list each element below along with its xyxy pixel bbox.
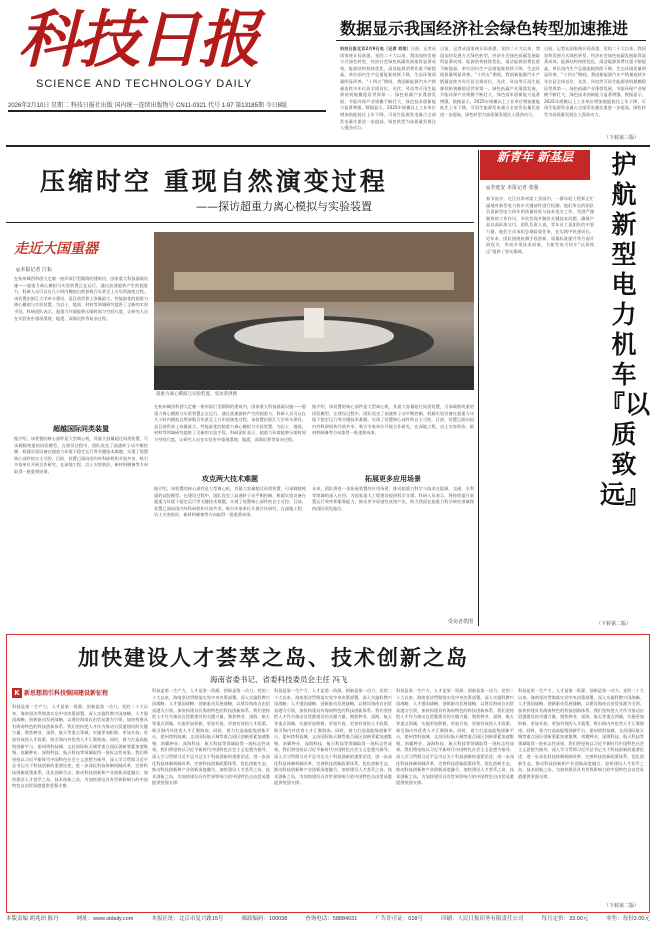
main-sub-1: 超越国际同类装置 [53,425,109,433]
issue-line: 2026年2月10日 星期二 科技日报社出版 国内统一连续出版物号 CN11-0321 代号 1-97 第13185期 今日8版 [8,103,287,109]
new-youth-badge: 新青年 新基层 [480,150,590,180]
main-sub-2: 攻克两大技术难题 [202,475,258,483]
section-divider [6,145,650,147]
device-photo [154,232,474,390]
bottom-col-5: 科技是第一生产力，人才是第一资源，创新是第一动力。党的二十大以来，海南坚决贯彻落实党中央决策部署，深入实施科教兴国战略、人才强国战略、创新驱动发展战略，以建设海南自由贸易港为引领，加快构建具有海南特色的科技创新体系。我们坚持把人才作为推动自贸港建设的关键力量，聚焦种业、深海、航天等重点领域，实施更加积极、更加开放、更加有效的人才政策，吸引海内外优秀人才汇聚海南。同时，着力打造高能级创新平台，崖州湾科技城、文昌国际航天城等重点园区创新要素加速集聚，南繁种业、深海科技、航天科技等领域取得一批标志性成果。我们将坚持以习近平新时代中国特色社会主义思想为指导，深入学习贯彻习近平总书记关于科技创新的重要论述，进一步深化科技体制机制改革，完善科技创新政策体系，优化创新生态，推动科技创新和产业创新深度融合，加快建设人才荟萃之岛、技术创新之岛，为加快建设具有世界影响力的中国特色自由贸易港提供坚强支撑。 [518,688,644,779]
main-col-2b: 据介绍，该装置的核心部件是大型离心机，其最大容量超过同类装置，可承载数吨重的试验模型。在建设过程中，团队攻克了高速转子动平衡控制、机载实验设备在超重力环境下稳定运行等关键技术难题，实现了装置核心部件的自主可控。目前，装置已面向国内外科研机构开放共享，吸引多家单位开展合作研究，在深地工程、岩土灾害防治、新材料制备等方向取得一批重要成果。 [154,486,306,518]
main-col-2a: 在杭州城西科创大走廊一座形似巨型圆筒的建筑内，国家重大科技基础设施——超重力离心模拟与实验装置正在运行。通过高速旋转产生的超重力，科研人员可以在几小时内模拟自然界数百年甚至上万年的演变过程。该装置由浙江大学牵头建设，是目前世界上容量最大、性能最优的超重力离心模拟与实验装置，为岩土、地质、材料等领域研究提供了全新的实验手段。科研团队表示，超重力环境能够压缩时间与空间尺度，让研究人员在实验室中重现滑坡、地震、深海沉积等复杂过程。 [154,404,306,442]
main-head-rule [6,222,474,223]
right-column-body: 春节前夕，在江苏常州某工业园内，一群年轻工程师正忙碌地对新型电力机车关键部件进行检测。他们所在的团队负责新型电力机车的质量检验与技术攻关工作，凭借严谨细致的工作作风，多次发现并解决关键技术问题，确保产品以高标准交付。团队负责人说，青年员工是团队的中坚力量，他们主动承担急难险重任务，在实践中快速成长。近年来，团队围绕检测手段创新、质量标准提升等方面开展攻关，形成多项技术成果，为新型电力机车“以质致远”提供了坚实保障。 [486,196,594,254]
bottom-section-label: K 新思想指引科技强国建设新征程 [12,688,148,700]
footer-web: 网址：www.stdaily.com [76,916,134,922]
right-column-byline: ◎李连安 本报记者 张强 [486,185,539,191]
masthead-title: 科技日报 [18,3,259,76]
footer-printer: 印刷：人民日报印务有限责任公司 [440,916,524,922]
bottom-col-3: 科技是第一生产力，人才是第一资源，创新是第一动力。党的二十大以来，海南坚决贯彻落实党中央决策部署，深入实施科教兴国战略、人才强国战略、创新驱动发展战略，以建设海南自由贸易港为引领，加快构建具有海南特色的科技创新体系。我们坚持把人才作为推动自贸港建设的关键力量，聚焦种业、深海、航天等重点领域，实施更加积极、更加开放、更加有效的人才政策，吸引海内外优秀人才汇聚海南。同时，着力打造高能级创新平台，崖州湾科技城、文昌国际航天城等重点园区创新要素加速集聚，南繁种业、深海科技、航天科技等领域取得一批标志性成果。我们将坚持以习近平新时代中国特色社会主义思想为指导，深入学习贯彻习近平总书记关于科技创新的重要论述，进一步深化科技体制机制改革，完善科技创新政策体系，优化创新生态，推动科技创新和产业创新深度融合，加快建设人才荟萃之岛、技术创新之岛，为加快建设具有世界影响力的中国特色自由贸易港提供坚强支撑。 [274,688,392,786]
bottom-story-subhead: 海南省委书记、省委科技委员会主任 冯飞 [210,675,348,684]
main-col-3a: 据介绍，该装置的核心部件是大型离心机，其最大容量超过同类装置，可承载数吨重的试验模型。在建设过程中，团队攻克了高速转子动平衡控制、机载实验设备在超重力环境下稳定运行等关键技术难题，实现了装置核心部件的自主可控。目前，装置已面向国内外科研机构开放共享，吸引多家单位开展合作研究，在深地工程、岩土灾害防治、新材料制备等方向取得一批重要成果。 [312,404,474,436]
centrifuge-hub [304,308,324,338]
right-column-divider [478,150,479,626]
footer-license: 广告许可证：018号 [375,916,423,922]
bottom-col-2: 科技是第一生产力，人才是第一资源，创新是第一动力。党的二十大以来，海南坚决贯彻落实党中央决策部署，深入实施科教兴国战略、人才强国战略、创新驱动发展战略，以建设海南自由贸易港为引领，加快构建具有海南特色的科技创新体系。我们坚持把人才作为推动自贸港建设的关键力量，聚焦种业、深海、航天等重点领域，实施更加积极、更加开放、更加有效的人才政策，吸引海内外优秀人才汇聚海南。同时，着力打造高能级创新平台，崖州湾科技城、文昌国际航天城等重点园区创新要素加速集聚，南繁种业、深海科技、航天科技等领域取得一批标志性成果。我们将坚持以习近平新时代中国特色社会主义思想为指导，深入学习贯彻习近平总书记关于科技创新的重要论述，进一步深化科技体制机制改革，完善科技创新政策体系，优化创新生态，推动科技创新和产业创新深度融合，加快建设人才荟萃之岛、技术创新之岛，为加快建设具有世界影响力的中国特色自由贸易港提供坚强支撑。 [152,688,270,786]
bottom-story-continued: （下转第二版） [604,903,640,909]
right-column-headline: 护航新型电力机车『以质致远』 [600,150,651,509]
photo-caption: 超重力离心模拟与实验装置。受访者供图 [156,392,237,397]
top-story-col-3: 日前，记者从国家统计局获悉，党的二十大以来，我国加快发展方式绿色转型，经济社会绿色低碳发展取得显著成效。能源结构持续优化，清洁能源消费比重不断提高，单位国内生产总值能耗持续下降，生态环境质量明显改善。“十四五”期间，我国新能源汽车产销量连续多年位居全球首位，光伏、风电等可再生能源装机规模稳居世界第一。绿色低碳产业蓬勃发展，节能环保产业规模不断壮大，绿色技术创新能力显著增强。数据显示，2025年规模以上工业单位增加值能耗比上年下降，可再生能源发电量占全部发电量比重进一步提高，绿色转型为高质量发展注入强劲动力。 [544,46,646,117]
top-story-headline: 数据显示我国经济社会绿色转型加速推进 [340,19,629,38]
main-col-3b: 未来，团队将进一步拓展装置的应用场景，推动超重力科学与技术在能源、交通、水利等领域的深入应用，为国家重大工程建设提供科学支撑。科研人员表示，将持续提升装置运行效率和服务能力，推动更多原创性成果产出，助力我国在超重力科学研究领域保持国际领先地位。 [312,486,474,511]
photo-band [174,272,454,290]
top-story-rule [336,40,646,41]
footer-phone: 查询电话：58884031 [305,916,358,922]
footer-price-month: 每月定价：33.00元 [541,916,589,922]
main-story-byline: ◎本报记者 江耘 [16,267,52,273]
footer-editors: 本版责编 胡兆珀 陈丹 [6,916,59,922]
k-logo-icon: K [12,688,22,698]
footer-post: 邮政编码：100038 [241,916,288,922]
masthead-rule [8,110,326,112]
photo-floor [154,366,474,390]
masthead-english: SCIENCE AND TECHNOLOGY DAILY [36,78,253,90]
footer-address: 本报社址：北京市复兴路15号 [151,916,224,922]
main-col-1b: 据介绍，该装置的核心部件是大型离心机，其最大容量超过同类装置，可承载数吨重的试验模型。在建设过程中，团队攻克了高速转子动平衡控制、机载实验设备在超重力环境下稳定运行等关键技术难题，实现了装置核心部件的自主可控。目前，装置已面向国内外科研机构开放共享，吸引多家单位开展合作研究，在深地工程、岩土灾害防治、新材料制备等方向取得一批重要成果。 [14,436,148,474]
bottom-col-1: 科技是第一生产力，人才是第一资源，创新是第一动力。党的二十大以来，海南坚决贯彻落实党中央决策部署，深入实施科教兴国战略、人才强国战略、创新驱动发展战略，以建设海南自由贸易港为引领，加快构建具有海南特色的科技创新体系。我们坚持把人才作为推动自贸港建设的关键力量，聚焦种业、深海、航天等重点领域，实施更加积极、更加开放、更加有效的人才政策，吸引海内外优秀人才汇聚海南。同时，着力打造高能级创新平台，崖州湾科技城、文昌国际航天城等重点园区创新要素加速集聚，南繁种业、深海科技、航天科技等领域取得一批标志性成果。我们将坚持以习近平新时代中国特色社会主义思想为指导，深入学习贯彻习近平总书记关于科技创新的重要论述，进一步深化科技体制机制改革，完善科技创新政策体系，优化创新生态，推动科技创新和产业创新深度融合，加快建设人才荟萃之岛、技术创新之岛，为加快建设具有世界影响力的中国特色自由贸易港提供坚强支撑。 [12,704,148,789]
top-story-col-1: 科技日报北京2月9日电（记者 刘垠）日前，记者从国家统计局获悉，党的二十大以来，我国加快发展方式绿色转型，经济社会绿色低碳发展取得显著成效。能源结构持续优化，清洁能源消费比重不断提高，单位国内生产总值能耗持续下降，生态环境质量明显改善。“十四五”期间，我国新能源汽车产销量连续多年位居全球首位，光伏、风电等可再生能源装机规模稳居世界第一。绿色低碳产业蓬勃发展，节能环保产业规模不断壮大，绿色技术创新能力显著增强。数据显示，2025年规模以上工业单位增加值能耗比上年下降，可再生能源发电量占全部发电量比重进一步提高，绿色转型为高质量发展注入强劲动力。 [340,46,436,131]
main-story-headline: 压缩时空 重现自然演变过程 [40,167,388,196]
right-column-continued: （下转第二版） [596,621,632,627]
photo-wall [154,232,474,302]
centrifuge-illustration [154,232,474,390]
main-story-source: 受访者供图 [448,619,474,625]
top-story-col-2: 日前，记者从国家统计局获悉，党的二十大以来，我国加快发展方式绿色转型，经济社会绿色低碳发展取得显著成效。能源结构持续优化，清洁能源消费比重不断提高，单位国内生产总值能耗持续下降，生态环境质量明显改善。“十四五”期间，我国新能源汽车产销量连续多年位居全球首位，光伏、风电等可再生能源装机规模稳居世界第一。绿色低碳产业蓬勃发展，节能环保产业规模不断壮大，绿色技术创新能力显著增强。数据显示，2025年规模以上工业单位增加值能耗比上年下降，可再生能源发电量占全部发电量比重进一步提高，绿色转型为高质量发展注入强劲动力。 [440,46,540,117]
top-story-continued: （下转第三版） [604,135,640,141]
footer [6,914,650,922]
section-label-great-tools: 走近大国重器 [14,241,98,257]
bottom-story-headline: 加快建设人才荟萃之岛、技术创新之岛 [78,646,469,670]
main-story-subhead: ——探访超重力离心模拟与实验装置 [196,200,372,213]
main-col-1a: 在杭州城西科创大走廊一座形似巨型圆筒的建筑内，国家重大科技基础设施——超重力离心模拟与实验装置正在运行。通过高速旋转产生的超重力，科研人员可以在几小时内模拟自然界数百年甚至上万年的演变过程。该装置由浙江大学牵头建设，是目前世界上容量最大、性能最优的超重力离心模拟与实验装置，为岩土、地质、材料等领域研究提供了全新的实验手段。科研团队表示，超重力环境能够压缩时间与空间尺度，让研究人员在实验室中重现滑坡、地震、深海沉积等复杂过程。 [14,276,148,321]
main-sub-3: 拓展更多应用场景 [365,475,421,483]
footer-price-copy: 零售：每份2.00元 [606,916,650,922]
bottom-col-4: 科技是第一生产力，人才是第一资源，创新是第一动力。党的二十大以来，海南坚决贯彻落实党中央决策部署，深入实施科教兴国战略、人才强国战略、创新驱动发展战略，以建设海南自由贸易港为引领，加快构建具有海南特色的科技创新体系。我们坚持把人才作为推动自贸港建设的关键力量，聚焦种业、深海、航天等重点领域，实施更加积极、更加开放、更加有效的人才政策，吸引海内外优秀人才汇聚海南。同时，着力打造高能级创新平台，崖州湾科技城、文昌国际航天城等重点园区创新要素加速集聚，南繁种业、深海科技、航天科技等领域取得一批标志性成果。我们将坚持以习近平新时代中国特色社会主义思想为指导，深入学习贯彻习近平总书记关于科技创新的重要论述，进一步深化科技体制机制改革，完善科技创新政策体系，优化创新生态，推动科技创新和产业创新深度融合，加快建设人才荟萃之岛、技术创新之岛，为加快建设具有世界影响力的中国特色自由贸易港提供坚强支撑。 [396,688,514,786]
